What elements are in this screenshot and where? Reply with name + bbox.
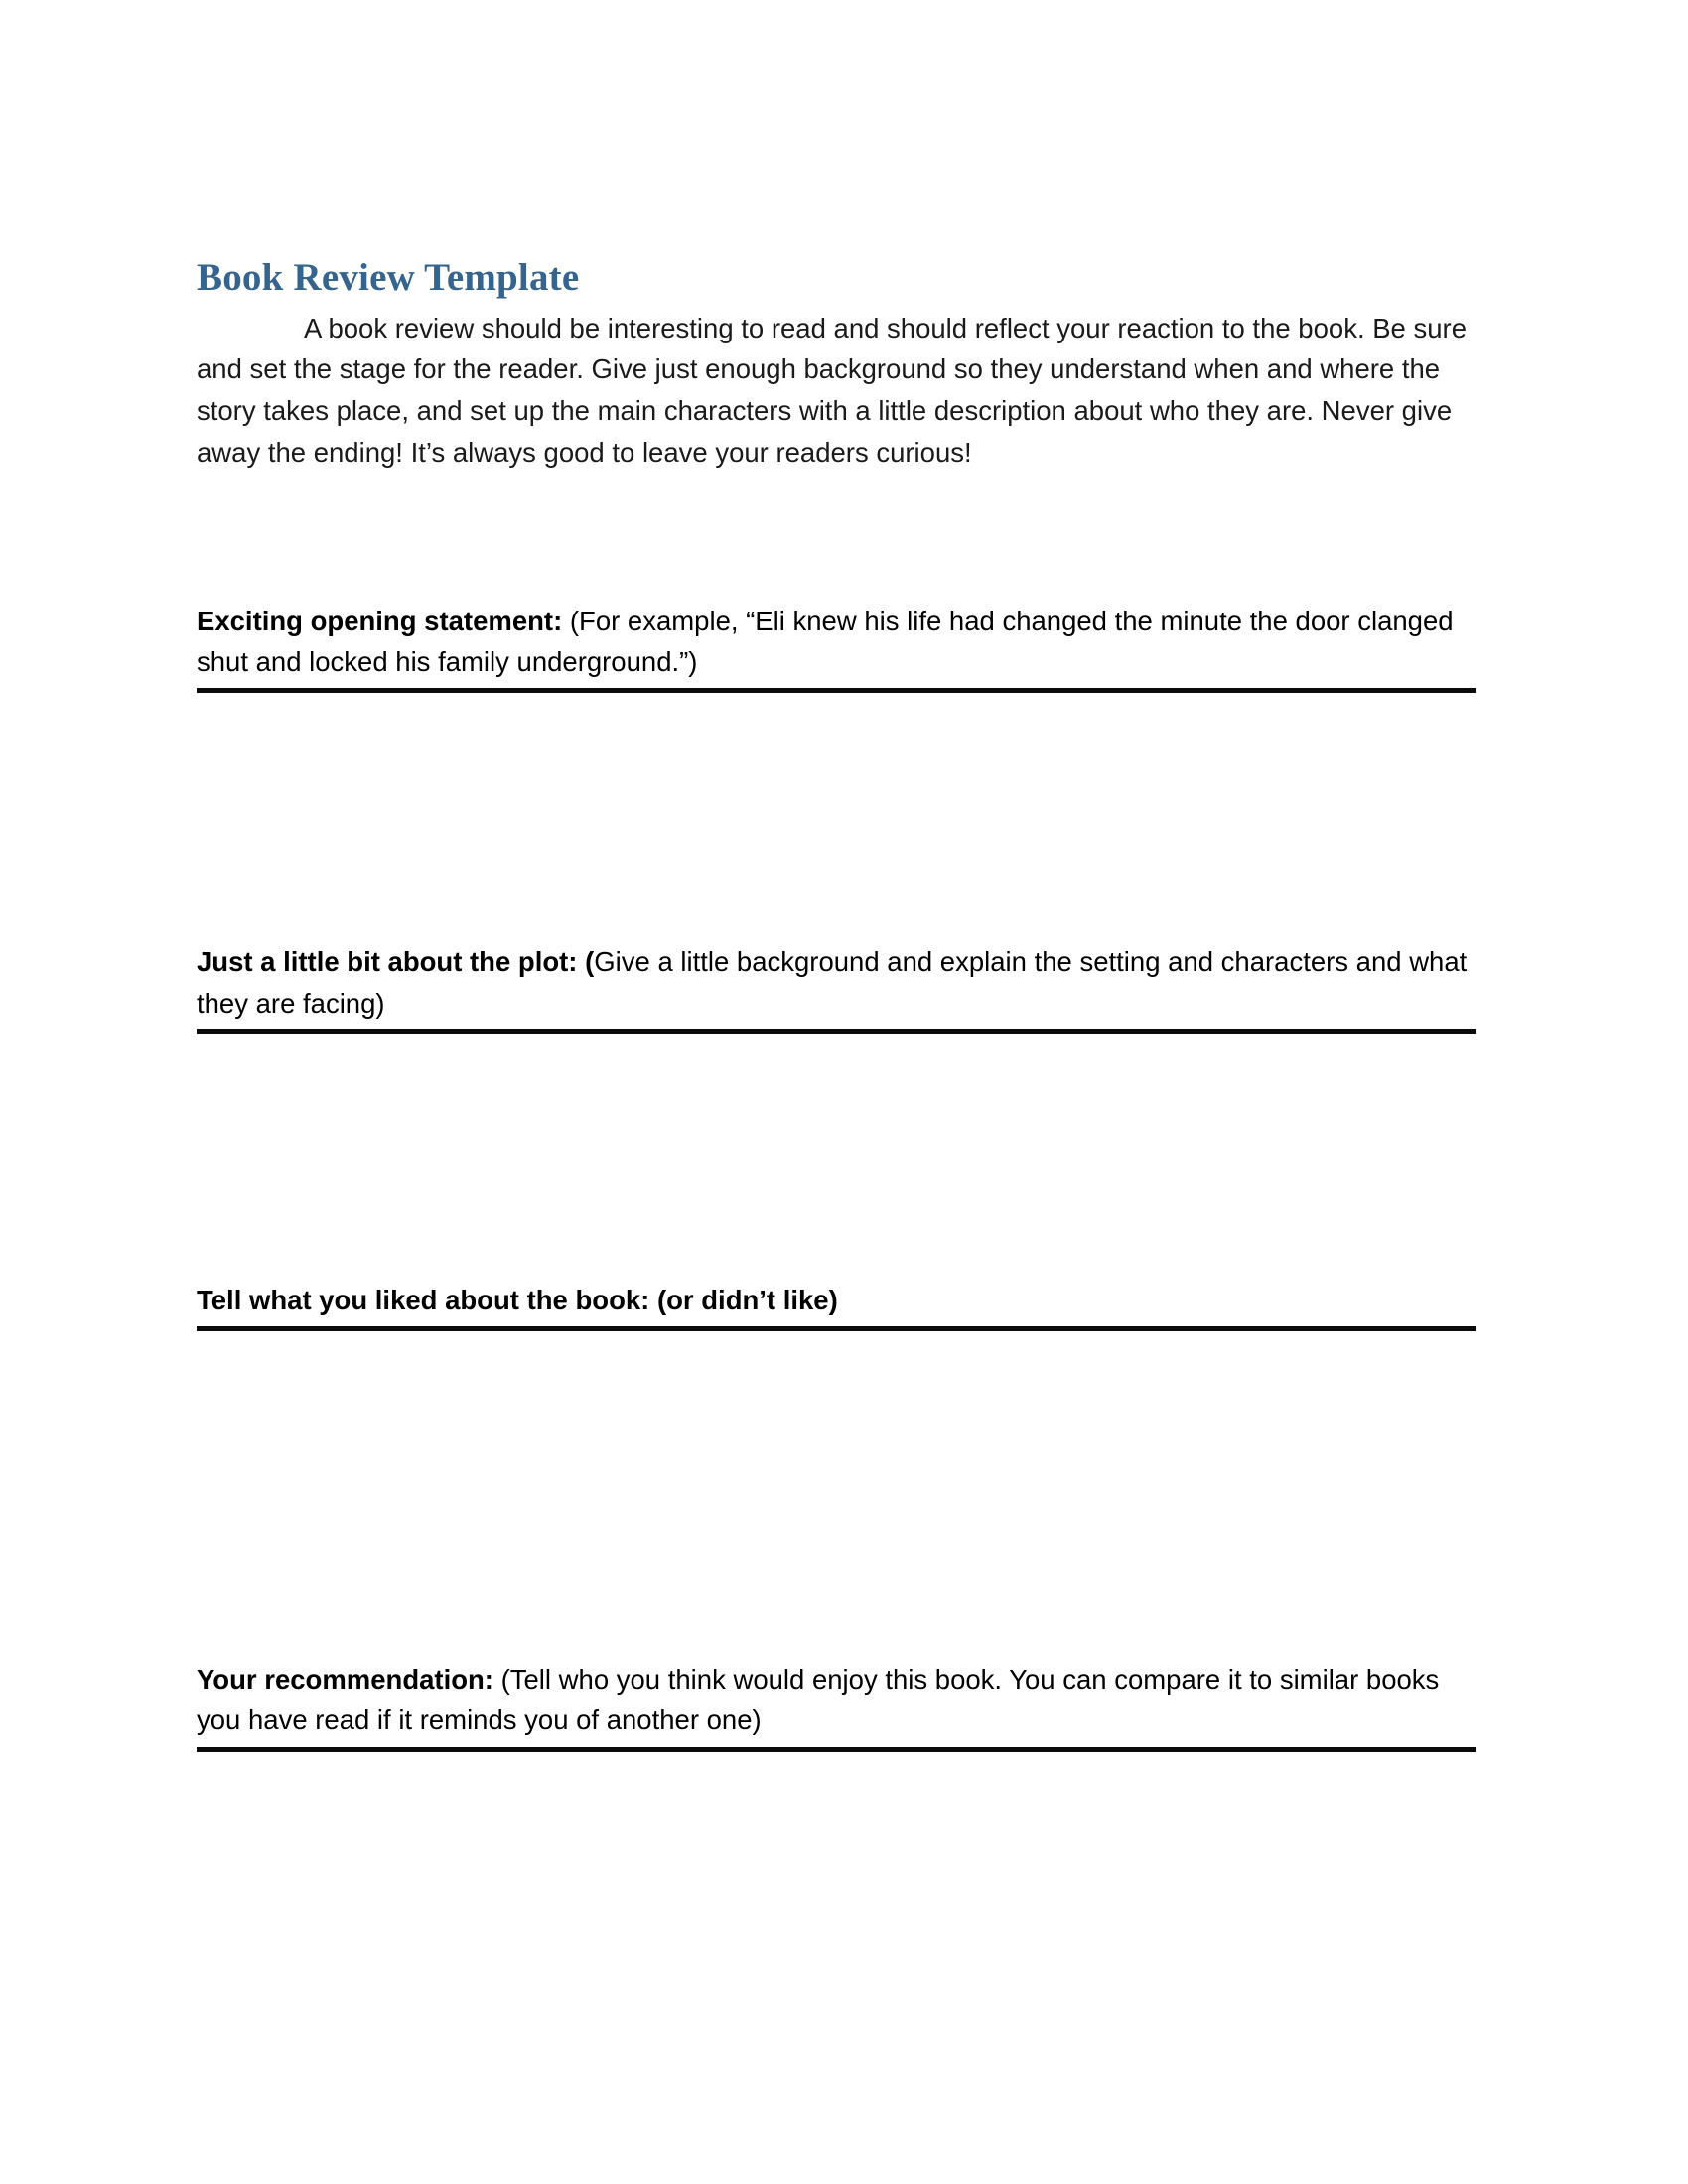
answer-area[interactable] xyxy=(197,1752,1487,1871)
section-label: Your recommendation: xyxy=(197,1664,493,1696)
section-label: Exciting opening statement: xyxy=(197,605,563,636)
section-your-recommendation xyxy=(197,1659,1487,1871)
answer-area[interactable] xyxy=(197,693,1487,941)
page-title: Book Review Template xyxy=(197,256,580,299)
answer-area[interactable] xyxy=(197,1331,1487,1659)
section-heading xyxy=(197,941,1477,1024)
section-heading xyxy=(197,1659,1477,1741)
section-hint: (Tell who you think would enjoy this book. You can compare it to similar books you have read if it reminds you of another one) xyxy=(197,1664,1440,1736)
section-heading xyxy=(197,1280,1477,1320)
section-about-the-plot xyxy=(197,941,1487,1280)
answer-area[interactable] xyxy=(197,1034,1487,1280)
section-heading xyxy=(197,601,1477,683)
section-hint: Give a little background and explain the setting and characters and what they are facing) xyxy=(197,946,1468,1019)
section-hint: (For example, “Eli knew his life had changed the minute the door clanged shut and locked his family underground.”) xyxy=(197,605,1454,678)
section-exciting-opening-statement xyxy=(197,601,1487,942)
spacer-after-intro xyxy=(197,474,1487,601)
document-body xyxy=(197,256,1487,1871)
section-what-you-liked xyxy=(197,1280,1487,1659)
section-label: Tell what you liked about the book: (or didn’t like) xyxy=(197,1284,838,1315)
intro-paragraph: A book review should be interesting to read and should reflect your reaction to the book. Be sure and set the stage for the reader. Give just enough background so they understand when and where the story takes place, and set up the main characters with a little description about who they are. Never give away the ending! It’s always good to leave your readers curious! xyxy=(197,312,1467,469)
section-label: Just a little bit about the plot: ( xyxy=(197,946,595,978)
